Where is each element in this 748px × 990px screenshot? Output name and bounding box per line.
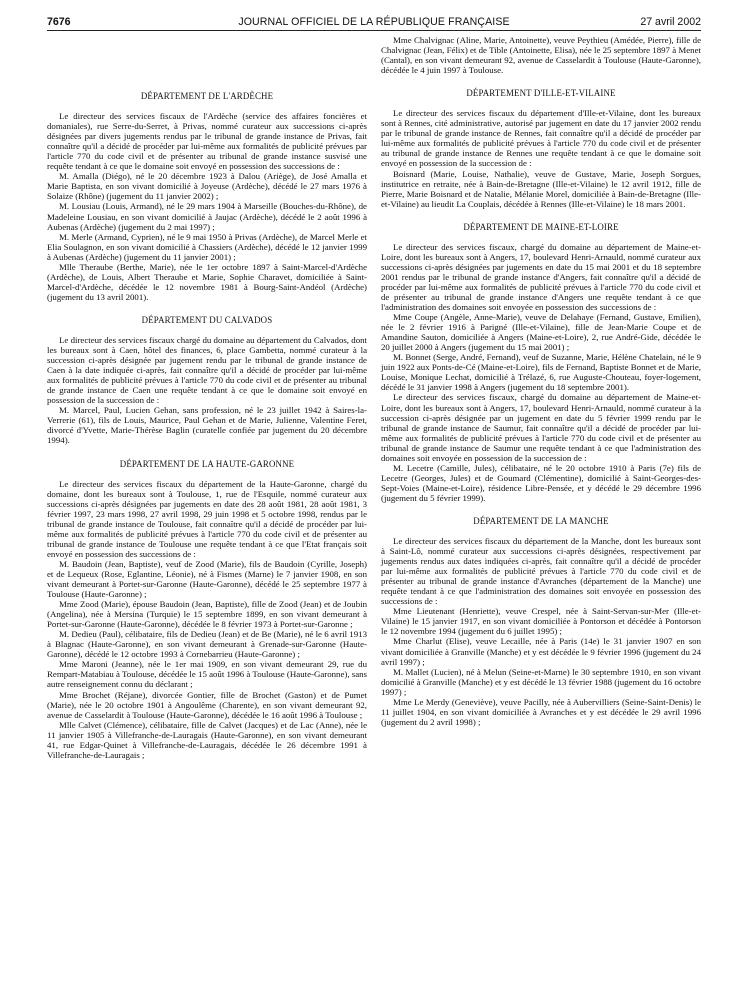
paragraph: Le directeur des services fiscaux du département de la Manche, dont les bureaux sont à Saint-Lô, nommé curateur aux successions ci-après désignées, respectivement par jugements rendus aux dates indiquées ci-après, fait connaître qu'il a décidé de procéder par lui-même aux formalités de publicité prévues à l'article 770 du code civil et de présenter au tribunal de grande instance d'Avranches (département de la Manche) une requête tendant à ce que l'administration des domaines soit envoyée en possession des successions de : [381,536,701,607]
journal-title: JOURNAL OFFICIEL DE LA RÉPUBLIQUE FRANÇAISE [238,16,510,28]
section-ille-et-vilaine [381,88,701,209]
section-ardeche [47,91,367,302]
paragraph: Le directeur des services fiscaux de l'Ardèche (service des affaires foncières et domaniales), rue Serre-du-Serret, à Privas, nommé curateur aux successions ci-après désignées par divers jugements rendus par le tribunal de grande instance de Privas, fait connaître qu'il a décidé de procéder par lui-même aux formalités de publicité prévues par l'article 770 du code civil et de présenter au tribunal de grande instance susvisé une requête tendant à ce que le domaine soit envoyé en possession des successions de : [47,111,367,172]
paragraph: Mlle Theraube (Berthe, Marie), née le 1er octobre 1897 à Saint-Marcel-d'Ardèche (Ardèche), de Louis, Albert Theraube et Marie, Sophie Charavet, domiciliée à Saint-Marcel-d'Ardèche, décédée le 12 novembre 1981 à Bourg-Saint-Andéol (Ardèche) (jugement du 13 avril 2001). [47,261,367,302]
paragraph: Mme Zood (Marie), épouse Baudoin (Jean, Baptiste), fille de Zood (Jean) et de Joubin (Angelina), née à Mersina (Turquie) le 15 septembre 1899, en son vivant demeurant à Portet-sur-Garonne (Haute-Garonne), décédée le 8 février 1973 à Portet-sur-Garonne ; [47,599,367,630]
paragraph: Mme Brochet (Réjane), divorcée Gontier, fille de Brochet (Gaston) et de Pumet (Marie), née le 20 octobre 1901 à Angoulême (Charente), en son vivant demeurant 92, avenue de Casselardit à Toulouse (Haute-Garonne), décédée le 16 août 1996 à Toulouse ; [47,689,367,720]
section-title: DÉPARTEMENT DE L'ARDÈCHE [140,91,274,101]
paragraph: M. Lecetre (Camille, Jules), célibataire, né le 20 octobre 1910 à Paris (7e) fils de Lecetre (Georges, Jules) et de Goumard (Clémentine), domicilié à Saint-Georges-des-Sept-Voies (Maine-et-Loire), résidence Libre-Pensée, et y décédé le 29 décembre 1996 (jugement du 5 février 1999). [381,462,701,503]
section-title: DÉPARTEMENT DE MAINE-ET-LOIRE [463,221,619,232]
page-number: 7676 [47,16,71,28]
section-title: DÉPARTEMENT DE LA MANCHE [473,515,609,526]
paragraph: Mme Lieutenant (Henriette), veuve Crespel, née à Saint-Servan-sur-Mer (Ille-et-Vilaine) le 15 janvier 1917, en son vivant domiciliée à Pontorson et décédée à Pontorson le 12 novembre 1994 (jugement du 6 juillet 1995) ; [381,606,701,637]
left-column [47,91,367,760]
paragraph: Mlle Calvet (Clémence), célibataire, fille de Calvet (Jacques) et de Lac (Anne), née le 11 janvier 1905 à Villefranche-de-Lauragais (Haute-Garonne), en son vivant demeurant 41, rue Edgar-Quinet à Villefranche-de-Lauragais, décédée le 26 décembre 1991 à Villefranche-de-Lauragais ; [47,719,367,760]
header-rule [47,30,701,31]
paragraph: M. Merle (Armand, Cyprien), né le 9 mai 1950 à Privas (Ardèche), de Marcel Merle et Elia Soulagnon, en son vivant domicilié à Chassiers (Ardèche), décédé le 12 janvier 1999 à Aubenas (Ardèche) (jugement du 11 janvier 2001) ; [47,231,367,262]
paragraph: M. Amalla (Diégo), né le 20 décembre 1923 à Dalou (Ariège), de José Amalla et Marie Baptista, en son vivant domicilié à Joyeuse (Ardèche), décédé le 27 mars 1976 à Solaize (Rhône) (jugement du 11 janvier 2002) ; [47,171,367,202]
section-calvados [47,315,367,446]
paragraph: M. Mallet (Lucien), né à Melun (Seine-et-Marne) le 30 septembre 1910, en son vivant domicilié à Granville (Manche) et y est décédé le 13 février 1988 (jugement du 16 octobre 1997) ; [381,666,701,697]
paragraph: Le directeur des services fiscaux du département de la Haute-Garonne, chargé du domaine, dont les bureaux sont à Toulouse, 1, rue de l'Esquile, nommé curateur aux successions ci-après désignées par jugements en date des 28 août 1981, 28 août 1981, 3 février 1997, 23 mars 1998, 27 avril 1998, 29 juin 1998 et 5 octobre 1998, rendus par le tribunal de grande instance de Toulouse, fait connaître qu'il a décidé de procéder par lui-même aux formalités de publicité prévues à l'article 770 du code civil et de présenter au tribunal de grande instance de Toulouse une requête tendant à ce que l'Etat français soit envoyé en possession des successions de : [47,478,367,559]
paragraph: M. Dedieu (Paul), célibataire, fils de Dedieu (Jean) et de Be (Marie), né le 6 avril 1913 à Blagnac (Haute-Garonne), en son vivant demeurant à Grenade-sur-Garonne (Haute-Garonne), décédé le 12 octobre 1993 à Cornebarrieu (Haute-Garonne) ; [47,629,367,660]
page-header [47,14,701,30]
section-maine-et-loire [381,222,701,503]
section-manche [381,516,701,727]
section-title: DÉPARTEMENT DU CALVADOS [141,314,273,325]
paragraph: Mme Maroni (Jeanne), née le 1er mai 1909, en son vivant demeurant 29, rue du Rempart-Matabiau à Toulouse, décédée le 15 août 1996 à Toulouse (Haute-Garonne), sans autre renseignement connu du déclarant ; [47,659,367,690]
paragraph: Le directeur des services fiscaux, chargé du domaine au département de Maine-et-Loire, dont les bureaux sont à Angers, 17, boulevard Henri-Arnauld, nommé curateur à la succession ci-après désignée par un jugement en date du 5 février 1999 rendu par le tribunal de grande instance de Saumur, fait connaître qu'il a décidé de procéder par lui-même aux formalités de publicité prévues à l'article 770 du code civil et de présenter au tribunal de grande instance de Saumur une requête tendant à ce que l'administration des domaines soit envoyée en possession de la succession de : [381,392,701,463]
paragraph: M. Marcel, Paul, Lucien Gehan, sans profession, né le 23 juillet 1942 à Saires-la-Verrerie (61), fils de Louis, Maurice, Paul Gehan et de Marie, Julienne, Valentine Feret, divorcé d'Yvette, Marie-Thérèse Baglin (curatelle confiée par jugement du 20 décembre 1994). [47,405,367,446]
section-title: DÉPARTEMENT DE LA HAUTE-GARONNE [119,458,295,469]
right-column [381,35,701,727]
paragraph: Le directeur des services fiscaux chargé du domaine au département du Calvados, dont les bureaux sont à Caen, hôtel des finances, 6, place Gambetta, nommé curateur à la succession ci-après désignée par jugement rendu par le tribunal de grande instance de Caen à la date indiquée ci-après, fait connaître qu'il a décidé de procéder par lui-même aux formalités de publicité prévues à l'article 770 du code civil et de présenter au tribunal de grande instance de Caen une requête tendant à ce que le domaine soit envoyé en possession de la succession de : [47,334,367,406]
issue-date: 27 avril 2002 [640,16,701,28]
section-haute-garonne [47,459,367,760]
paragraph: Le directeur des services fiscaux du département d'Ille-et-Vilaine, dont les bureaux sont à Rennes, cité administrative, autorisé par jugement en date du 17 janvier 2002 rendu par le tribunal de grande instance de Rennes, fait connaître qu'il a décidé de procéder par lui-même aux formalités de publicité prévues à l'article 770 du code civil et de présenter au tribunal de grande instance de Rennes une requête tendant à ce que le domaine soit envoyé en possession de la succession de : [381,108,701,169]
paragraph: M. Bonnet (Serge, André, Fernand), veuf de Suzanne, Marie, Hélène Chatelain, né le 9 juin 1922 aux Ponts-de-Cé (Maine-et-Loire), fils de Fernand, Baptiste Bonnet et de Marie, Louise, Monique Lechat, domicilié à Trélazé, 6, rue Auguste-Chouteau, foyer-logement, décédé le 31 janvier 1998 à Angers (jugement du 18 septembre 2001). [381,352,702,393]
paragraph: Mme Le Merdy (Geneviève), veuve Pacilly, née à Aubervilliers (Seine-Saint-Denis) le 11 juillet 1904, en son vivant domiciliée à Avranches et y est décédée le 29 avril 1996 (jugement du 2 avril 1998) ; [381,696,701,727]
paragraph: Le directeur des services fiscaux, chargé du domaine au département de Maine-et-Loire, dont les bureaux sont à Angers, 17, boulevard Henri-Arnauld, nommé curateur aux successions ci-après désignées par jugements en date du 15 mai 2001 et du 18 septembre 2001 rendus par le tribunal de grande instance d'Angers, fait connaître qu'il a décidé de procéder par lui-même aux formalités de publicité prévues à l'article 770 du code civil et de présenter au tribunal de grande instance d'Angers une requête tendant à ce que l'administration des domaines soit envoyée en possession des successions de : [381,241,701,313]
continuation-paragraph: Mme Chalvignac (Aline, Marie, Antoinette), veuve Peythieu (Amédée, Pierre), fille de Chalvignac (Jean, Félix) et de Tible (Antoinette, Elisa), née le 25 septembre 1897 à Menet (Cantal), en son vivant demeurant 92, avenue de Casselardit à Toulouse (Haute-Garonne), décédée le 4 juin 1997 à Toulouse. [381,35,701,76]
paragraph: Boisnard (Marie, Louise, Nathalie), veuve de Gustave, Marie, Joseph Sorgues, institutrice en retraite, née à Bain-de-Bretagne (Ille-et-Vilaine) le 12 avril 1912, fille de Pierre, Marie Boisnard et de Natalie, Mélanie Morel, domiciliée à Bain-de-Bretagne (Ille-et-Vilaine) au lieudit La Couplais, décédée à Rennes (Ille-et-Vilaine) le 18 mars 2001. [381,168,701,209]
paragraph: Mme Charlut (Elise), veuve Lecaille, née à Paris (14e) le 31 janvier 1907 en son vivant domiciliée à Granville (Manche) et y est décédée le 9 février 1996 (jugement du 24 avril 1997) ; [381,636,701,667]
paragraph: Mme Coupe (Angèle, Anne-Marie), veuve de Delahaye (Fernand, Gustave, Emilien), née le 2 février 1916 à Parigné (Ille-et-Vilaine), fille de Jean-Marie Coupe et de Amandine Sauton, domiciliée à Angers (Maine-et-Loire), 2, rue André-Gide, décédée le 20 juillet 2000 à Angers (jugement du 15 mai 2001) ; [381,312,701,353]
paragraph: M. Lousiau (Louis, Armand), né le 29 mars 1904 à Marseille (Bouches-du-Rhône), de Madeleine Lousiau, en son vivant domicilié à Jaujac (Ardèche), décédé le 2 août 1996 à Aubenas (Ardèche) (jugement du 2 mai 1997) ; [47,201,367,232]
section-title: DÉPARTEMENT D'ILLE-ET-VILAINE [466,88,616,99]
paragraph: M. Baudoin (Jean, Baptiste), veuf de Zood (Marie), fils de Baudoin (Cyrille, Joseph) et de Lequeux (Rose, Eglantine, Léonie), né à Fismes (Marne) le 7 janvier 1908, en son vivant demeurant à Portet-sur-Garonne (Haute-Garonne), décédé le 25 septembre 1977 à Toulouse (Haute-Garonne) ; [47,558,367,600]
